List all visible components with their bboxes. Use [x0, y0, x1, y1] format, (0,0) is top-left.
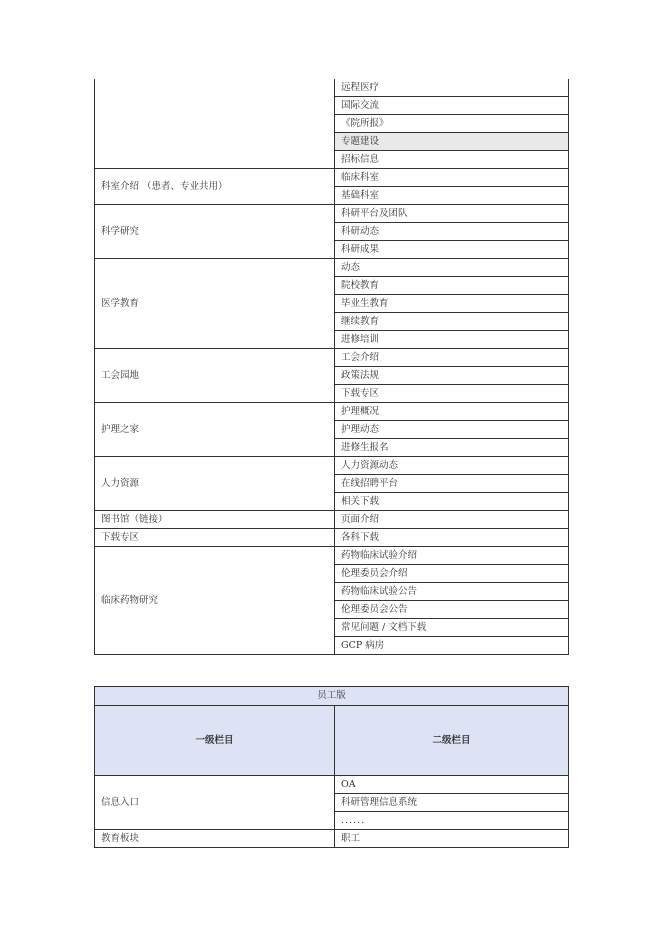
level2-cell: 毕业生教育	[335, 295, 569, 313]
level1-cell: 医学教育	[95, 259, 335, 349]
level2-cell: 工会介绍	[335, 349, 569, 367]
level2-cell: 科研管理信息系统	[335, 794, 569, 812]
level2-cell: 科研动态	[335, 223, 569, 241]
table-row	[95, 259, 569, 277]
site-structure-table-staff	[94, 686, 569, 848]
level1-cell: 护理之家	[95, 403, 335, 457]
level1-cell: 图书馆（链接）	[95, 511, 335, 529]
table-row	[95, 547, 569, 565]
level2-cell: 人力资源动态	[335, 457, 569, 475]
level1-cell: 下载专区	[95, 529, 335, 547]
table-title: 员工版	[95, 687, 569, 706]
level2-cell: 护理概况	[335, 403, 569, 421]
level1-cell: 信息入口	[95, 776, 335, 830]
level2-cell: 药物临床试验介绍	[335, 547, 569, 565]
column-header-level1: 一级栏目	[95, 706, 335, 776]
table-title-row	[95, 687, 569, 706]
level2-cell: 页面介绍	[335, 511, 569, 529]
table-row	[95, 511, 569, 529]
level2-cell: 临床科室	[335, 169, 569, 187]
table-row	[95, 529, 569, 547]
table-row	[95, 349, 569, 367]
level2-cell: 下载专区	[335, 385, 569, 403]
level2-cell: OA	[335, 776, 569, 794]
level2-cell: 远程医疗	[335, 79, 569, 97]
level1-cell: 临床药物研究	[95, 547, 335, 655]
level2-cell: 动态	[335, 259, 569, 277]
level2-cell: 伦理委员会介绍	[335, 565, 569, 583]
level2-cell: 国际交流	[335, 97, 569, 115]
level2-cell: 在线招聘平台	[335, 475, 569, 493]
level2-cell: 科研平台及团队	[335, 205, 569, 223]
table-row	[95, 205, 569, 223]
level1-cell: 科室介绍 （患者、专业共用）	[95, 169, 335, 205]
level2-cell: 护理动态	[335, 421, 569, 439]
level1-cell: 科学研究	[95, 205, 335, 259]
table-row	[95, 830, 569, 848]
level2-cell: 职工	[335, 830, 569, 848]
level2-cell: 进修生报名	[335, 439, 569, 457]
level2-cell: 基础科室	[335, 187, 569, 205]
table-row	[95, 79, 569, 97]
table-row	[95, 457, 569, 475]
level1-cell	[95, 79, 335, 169]
level2-cell: 各科下载	[335, 529, 569, 547]
table-row	[95, 169, 569, 187]
site-structure-table-public	[94, 79, 569, 655]
level1-cell: 工会园地	[95, 349, 335, 403]
level2-cell: 药物临床试验公告	[335, 583, 569, 601]
level2-cell: 政策法规	[335, 367, 569, 385]
level2-cell: 院校教育	[335, 277, 569, 295]
table-row	[95, 403, 569, 421]
column-header-level2: 二级栏目	[335, 706, 569, 776]
level1-cell: 教育板块	[95, 830, 335, 848]
table-header-row	[95, 706, 569, 776]
level2-cell: 伦理委员会公告	[335, 601, 569, 619]
level2-cell: 科研成果	[335, 241, 569, 259]
level2-cell-highlighted: 专题建设	[335, 133, 569, 151]
level2-cell: GCP 病房	[335, 637, 569, 655]
level2-cell: 常见问题 / 文档下载	[335, 619, 569, 637]
level2-cell: 相关下载	[335, 493, 569, 511]
level2-cell: 《院所报》	[335, 115, 569, 133]
level2-cell: 进修培训	[335, 331, 569, 349]
level2-cell: 继续教育	[335, 313, 569, 331]
level1-cell: 人力资源	[95, 457, 335, 511]
table-row	[95, 776, 569, 794]
level2-cell-ellipsis: ......	[335, 812, 569, 830]
level2-cell: 招标信息	[335, 151, 569, 169]
